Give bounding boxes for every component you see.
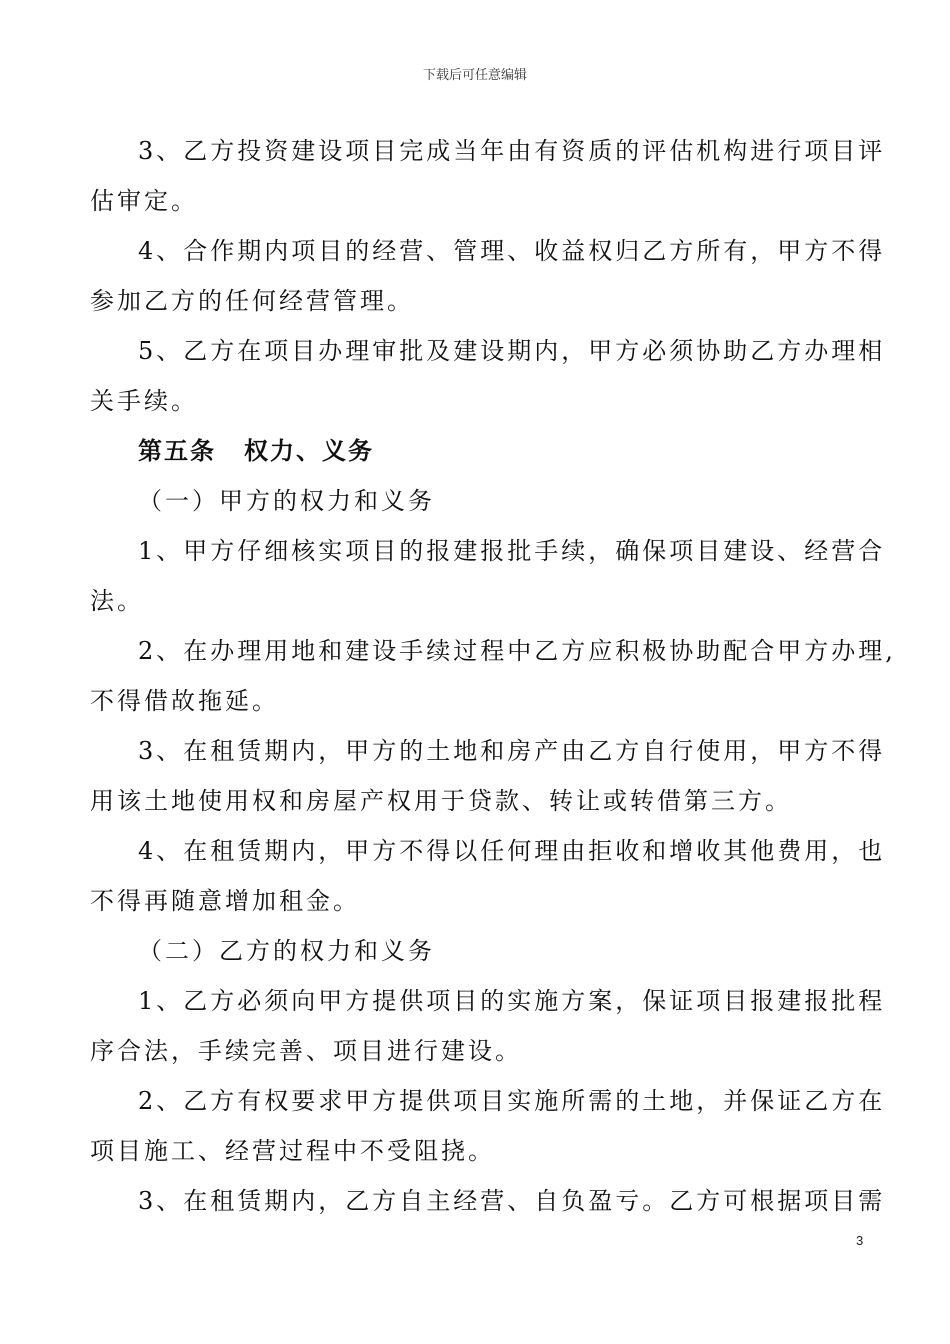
page-header: 下载后可任意编辑 xyxy=(422,68,527,83)
paragraph-line: 不得借故拖延。 xyxy=(90,687,279,715)
paragraph-line: 2、在办理用地和建设手续过程中乙方应积极协助配合甲方办理, xyxy=(138,637,896,665)
paragraph-line: 关手续。 xyxy=(90,387,198,415)
paragraph-line: 1、甲方仔细核实项目的报建报批手续，确保项目建设、经营合 xyxy=(138,537,886,565)
clause-paragraph-5 xyxy=(90,326,886,426)
section-number: 第五条 xyxy=(138,436,216,465)
paragraph-line: 法。 xyxy=(90,587,144,615)
document-body xyxy=(90,126,896,1226)
clause-paragraph-3 xyxy=(90,126,886,226)
paragraph-line: 4、合作期内项目的经营、管理、收益权归乙方所有，甲方不得 xyxy=(138,237,886,265)
party-a-item-1 xyxy=(90,526,886,626)
paragraph-line: 3、在租赁期内，乙方自主经营、自负盈亏。乙方可根据项目需 xyxy=(138,1187,886,1215)
paragraph-line: 项目施工、经营过程中不受阻挠。 xyxy=(90,1137,495,1165)
party-a-item-4 xyxy=(90,826,886,926)
party-b-item-3 xyxy=(90,1176,886,1226)
party-b-item-2 xyxy=(90,1076,886,1176)
party-a-subheading: （一）甲方的权力和义务 xyxy=(138,487,435,515)
paragraph-line: 5、乙方在项目办理审批及建设期内，甲方必须协助乙方办理相 xyxy=(138,337,886,365)
paragraph-line: 不得再随意增加租金。 xyxy=(90,887,360,915)
paragraph-line: 2、乙方有权要求甲方提供项目实施所需的土地，并保证乙方在 xyxy=(138,1087,886,1115)
party-b-subheading: （二）乙方的权力和义务 xyxy=(138,937,435,965)
paragraph-line: 用该土地使用权和房屋产权用于贷款、转让或转借第三方。 xyxy=(90,787,792,815)
page-number: 3 xyxy=(856,1233,864,1248)
party-a-item-3 xyxy=(90,726,886,826)
paragraph-line: 参加乙方的任何经营管理。 xyxy=(90,287,414,315)
paragraph-line: 估审定。 xyxy=(90,187,198,215)
clause-paragraph-4 xyxy=(90,226,886,326)
paragraph-line: 序合法，手续完善、项目进行建设。 xyxy=(90,1037,522,1065)
paragraph-line: 3、在租赁期内，甲方的土地和房产由乙方自行使用，甲方不得 xyxy=(138,737,886,765)
paragraph-line: 1、乙方必须向甲方提供项目的实施方案，保证项目报建报批程 xyxy=(138,987,886,1015)
paragraph-line: 4、在租赁期内，甲方不得以任何理由拒收和增收其他费用，也 xyxy=(138,837,886,865)
party-a-item-2 xyxy=(90,626,896,726)
section-title: 权力、义务 xyxy=(244,436,374,465)
paragraph-line: 3、乙方投资建设项目完成当年由有资质的评估机构进行项目评 xyxy=(138,137,886,165)
party-b-item-1 xyxy=(90,976,886,1076)
section-heading xyxy=(90,426,842,476)
